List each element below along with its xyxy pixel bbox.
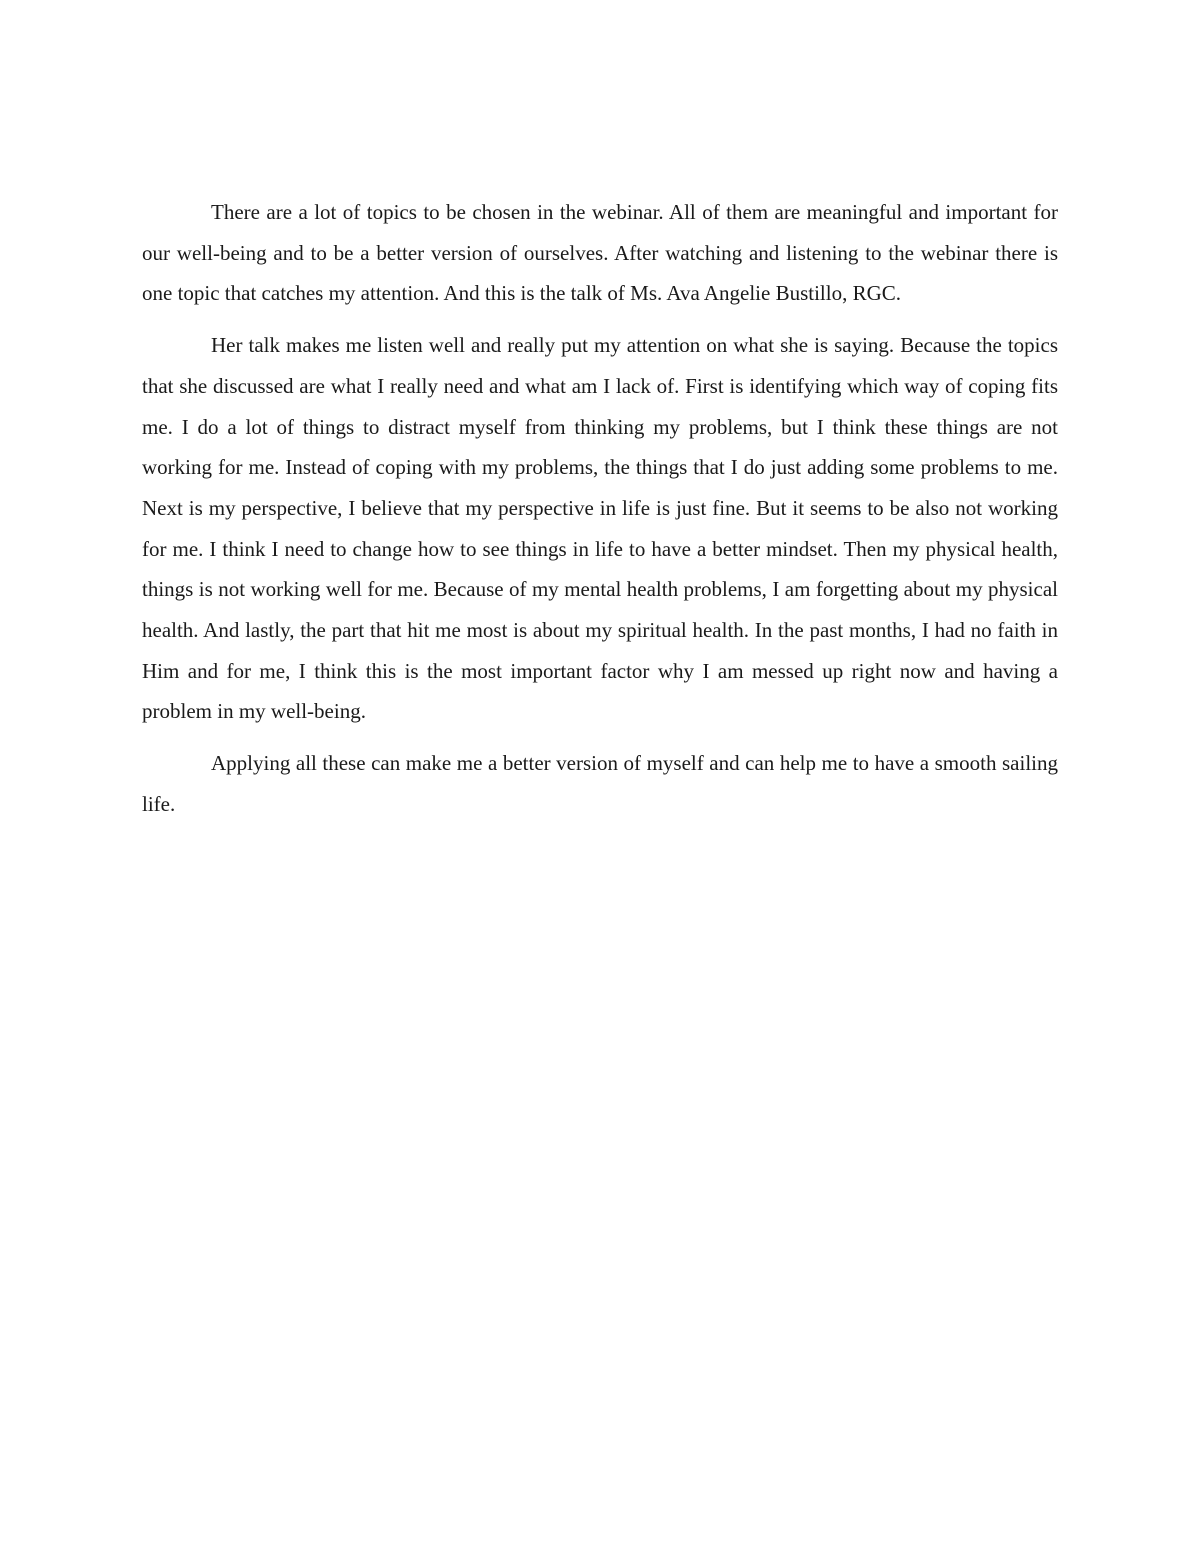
paragraph-talk-reflection: Her talk makes me listen well and really put my attention on what she is saying. Because the topics that she discussed are what I really need and what am I lack of. First is identifying which way of coping fits me. I do a lot of things to distract myself from thinking my problems, but I think these things are not working for me. Instead of coping with my problems, the things that I do just adding some problems to me. Next is my perspective, I believe that my perspective in life is just fine. But it seems to be also not working for me. I think I need to change how to see things in life to have a better mindset. Then my physical health, things is not working well for me. Because of my mental health problems, I am forgetting about my physical health. And lastly, the part that hit me most is about my spiritual health. In the past months, I had no faith in Him and for me, I think this is the most important factor why I am messed up right now and having a problem in my well-being. [142,333,1058,724]
paragraph-conclusion: Applying all these can make me a better version of myself and can help me to have a smooth sailing life. [142,751,1058,816]
document-body [142,192,1058,836]
paragraph-intro: There are a lot of topics to be chosen in the webinar. All of them are meaningful and important for our well-being and to be a better version of ourselves. After watching and listening to the webinar there is one topic that catches my attention. And this is the talk of Ms. Ava Angelie Bustillo, RGC. [142,200,1058,306]
